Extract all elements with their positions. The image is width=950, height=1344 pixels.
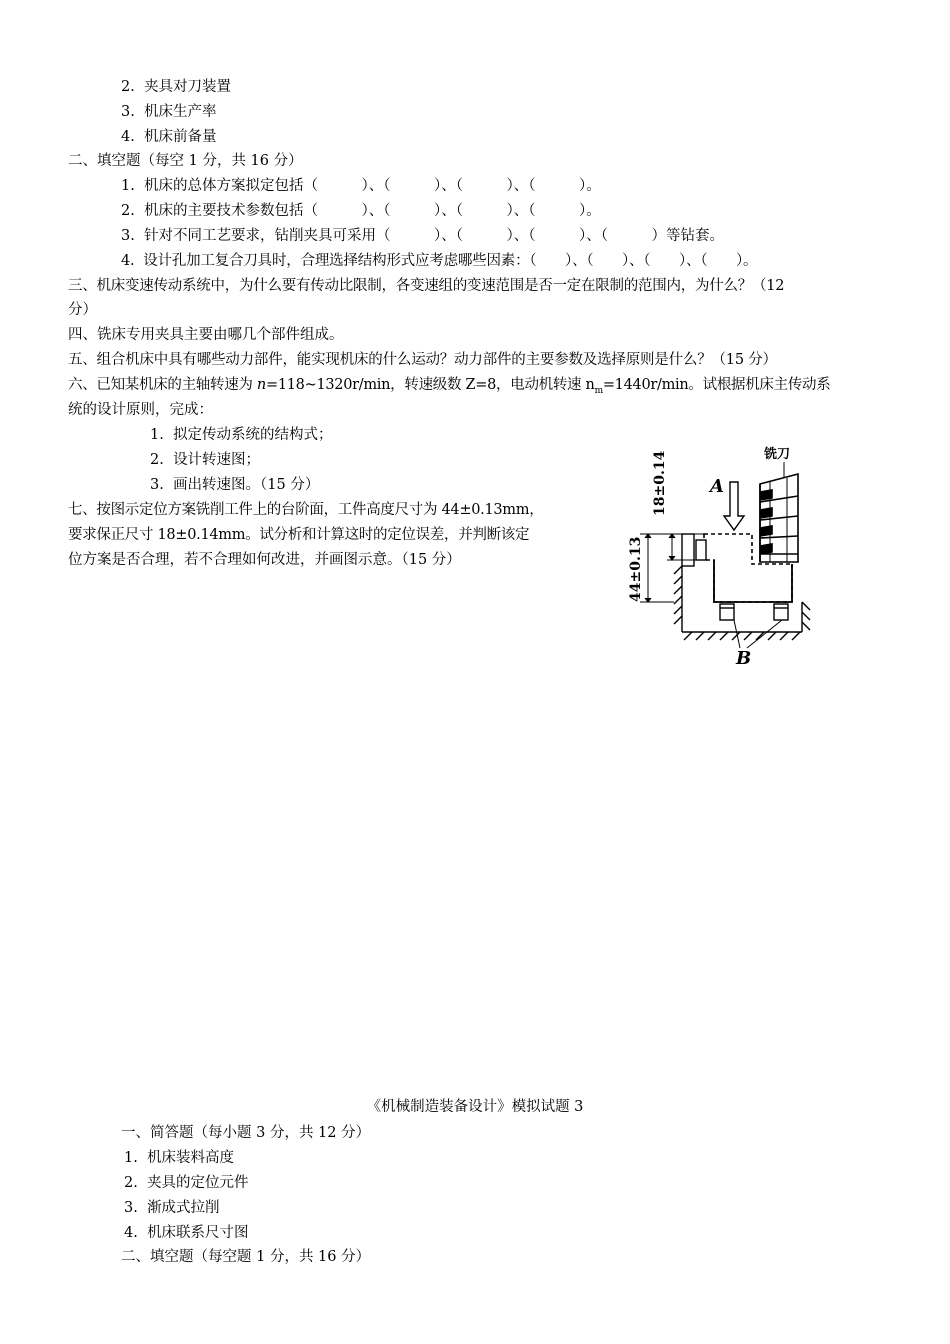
side-locating-pin (696, 540, 706, 560)
list-item: 4. 设计孔加工复合刀具时，合理选择结构形式应考虑哪些因素：（ ）、（ ）、（ ）、（ ）。 (121, 253, 758, 269)
question-7: 七、按图示定位方案铣削工件上的台阶面，工件高度尺寸为 44±0.13mm， (68, 502, 544, 518)
fixture-base (682, 602, 810, 640)
label-b: B (736, 648, 752, 669)
question-6: 六、已知某机床的主轴转速为 n=118~1320r/min，转速级数 Z=8，电动机转速 $n_m=1440r/\min$。试根据机床主传动系 (68, 377, 831, 396)
question-4: 四、铣床专用夹具主要由哪几个部件组成。 (68, 327, 344, 343)
list-item: 2. 夹具的定位元件 (124, 1175, 249, 1191)
section-heading-fill-in: 二、填空题（每空题 1 分，共 16 分） (121, 1249, 371, 1265)
list-item: 3. 画出转速图。（15 分） (150, 477, 320, 493)
list-item: 2. 机床的主要技术参数包括（ ）、（ ）、（ ）、（ ）。 (121, 203, 601, 219)
arrow-down-icon (724, 482, 744, 530)
dim-label-18: 18±0.14 (652, 450, 668, 516)
side-support (682, 534, 694, 566)
list-item: 3. 渐成式拉削 (124, 1200, 220, 1216)
fixture-diagram (612, 434, 826, 670)
list-item: 4. 机床前备量 (121, 129, 217, 145)
dim-label-44: 44±0.13 (628, 536, 644, 602)
list-item: 1. 拟定传动系统的结构式； (150, 427, 333, 443)
question-7-cont: 位方案是否合理，若不合理如何改进，并画图示意。（15 分） (68, 552, 461, 568)
label-a: A (710, 476, 724, 497)
list-item: 2. 夹具对刀装置 (121, 79, 232, 95)
list-item: 1. 机床装料高度 (124, 1150, 235, 1166)
milling-cutter-icon (760, 474, 798, 562)
dimension-44 (640, 534, 674, 602)
question-3: 三、机床变速传动系统中，为什么要有传动比限制，各变速组的变速范围是否一定在限制的范围内，为什么？（12 (68, 278, 785, 294)
question-6-cont: 统的设计原则，完成： (68, 402, 213, 418)
list-item: 4. 机床联系尺寸图 (124, 1225, 249, 1241)
bottom-locating-pins (720, 604, 788, 648)
list-item: 3. 针对不同工艺要求，钻削夹具可采用（ ）、（ ）、（ ）、（ ）等钻套。 (121, 228, 725, 244)
question-5: 五、组合机床中具有哪些动力部件，能实现机床的什么运动？动力部件的主要参数及选择原则是什么？（15 分） (68, 352, 777, 368)
list-item: 2. 设计转速图； (150, 452, 261, 468)
section-heading-fill-in: 二、填空题（每空 1 分，共 16 分） (68, 153, 303, 169)
cutter-label: 铣刀 (764, 447, 791, 462)
left-fixture-wall (674, 566, 682, 632)
page-title: 《机械制造装备设计》模拟试题 3 (366, 1099, 584, 1115)
section-heading-short-answer: 一、简答题（每小题 3 分，共 12 分） (121, 1125, 371, 1141)
question-7-cont: 要求保正尺寸 18±0.14mm。试分析和计算这时的定位误差，并判断该定 (68, 527, 530, 543)
list-item: 1. 机床的总体方案拟定包括（ ）、（ ）、（ ）、（ ）。 (121, 178, 601, 194)
question-3-cont: 分） (68, 302, 97, 318)
list-item: 3. 机床生产率 (121, 104, 217, 120)
